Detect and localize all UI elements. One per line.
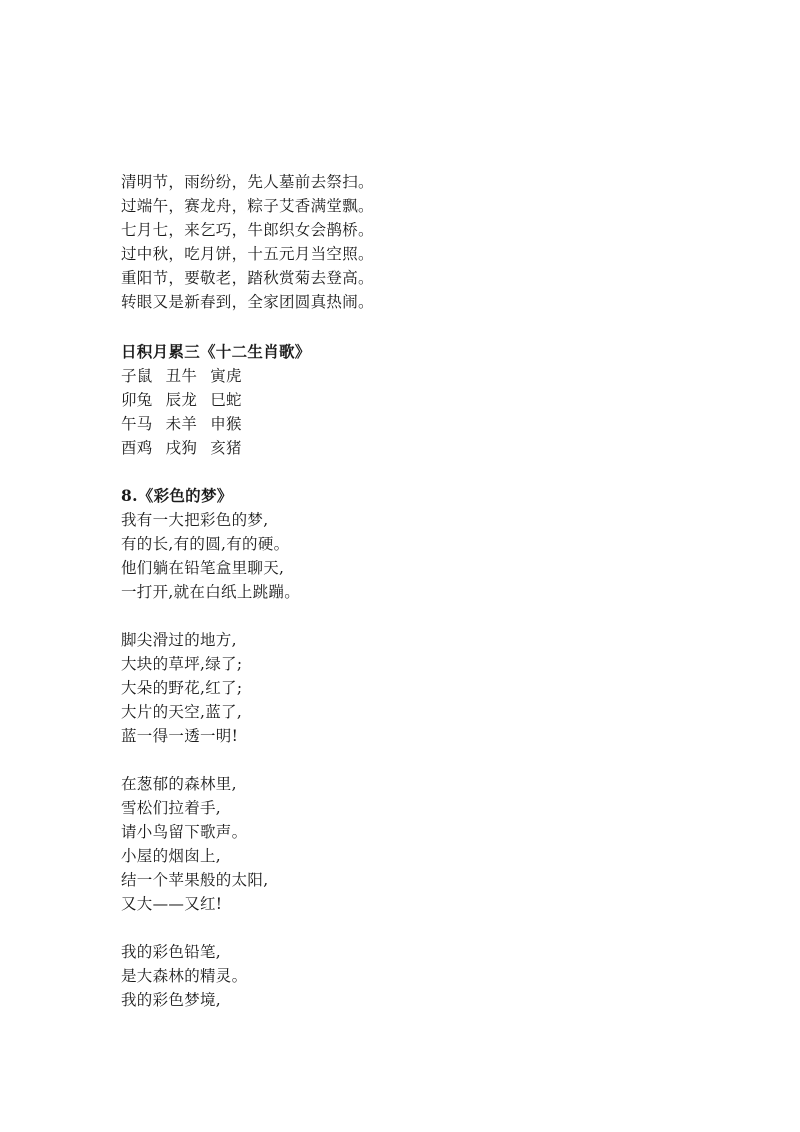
poem-line: 是大森林的精灵。 xyxy=(121,967,248,985)
zodiac-row xyxy=(121,412,421,436)
poem-colorful-dream xyxy=(121,484,421,1012)
zodiac-row xyxy=(121,388,421,412)
zodiac-item: 酉鸡 xyxy=(121,439,153,457)
verse-line: 重阳节，要敬老，踏秋赏菊去登高。 xyxy=(121,269,374,287)
poem-line: 请小鸟留下歌声。 xyxy=(121,823,248,841)
zodiac-item: 子鼠 xyxy=(121,367,153,385)
poem-line: 脚尖滑过的地方, xyxy=(121,631,237,649)
festival-verse xyxy=(121,170,421,314)
stanza-gap xyxy=(121,748,421,772)
poem-line: 大朵的野花,红了; xyxy=(121,679,243,697)
poem-line: 蓝一得一透一明! xyxy=(121,727,239,745)
zodiac-item: 巳蛇 xyxy=(210,391,242,409)
poem-line: 我的彩色铅笔, xyxy=(121,943,222,961)
zodiac-item: 未羊 xyxy=(165,415,198,433)
zodiac-item: 丑牛 xyxy=(165,367,198,385)
verse-line: 过端午，赛龙舟，粽子艾香满堂飘。 xyxy=(121,197,374,215)
zodiac-item: 申猴 xyxy=(210,415,242,433)
poem-line: 我有一大把彩色的梦, xyxy=(121,511,269,529)
stanza-gap xyxy=(121,604,421,628)
poem-line: 在葱郁的森林里, xyxy=(121,775,237,793)
zodiac-item: 辰龙 xyxy=(165,391,198,409)
verse-line: 转眼又是新春到，全家团圆真热闹。 xyxy=(121,293,374,311)
poem-line: 我的彩色梦境, xyxy=(121,991,222,1009)
verse-line: 清明节，雨纷纷，先人墓前去祭扫。 xyxy=(121,173,374,191)
poem-line: 雪松们拉着手, xyxy=(121,799,222,817)
poem-line: 一打开,就在白纸上跳蹦。 xyxy=(121,583,301,601)
zodiac-heading: 日积月累三《十二生肖歌》 xyxy=(121,342,311,361)
poem-line: 大片的天空,蓝了, xyxy=(121,703,243,721)
stanza-gap xyxy=(121,916,421,940)
poem-heading: 8.《彩色的梦》 xyxy=(121,486,233,505)
verse-line: 过中秋，吃月饼，十五元月当空照。 xyxy=(121,245,374,263)
poem-line: 结一个苹果般的太阳, xyxy=(121,871,269,889)
zodiac-item: 戌狗 xyxy=(165,439,198,457)
poem-line: 他们躺在铅笔盒里聊天, xyxy=(121,559,285,577)
zodiac-item: 寅虎 xyxy=(210,367,242,385)
poem-line: 又大——又红! xyxy=(121,895,223,913)
verse-line: 七月七，来乞巧，牛郎织女会鹊桥。 xyxy=(121,221,374,239)
poem-line: 小屋的烟囱上, xyxy=(121,847,222,865)
zodiac-row xyxy=(121,364,421,388)
zodiac-item: 午马 xyxy=(121,415,153,433)
zodiac-item: 亥猪 xyxy=(210,439,242,457)
poem-line: 有的长,有的圆,有的硬。 xyxy=(121,535,290,553)
zodiac-item: 卯兔 xyxy=(121,391,153,409)
zodiac-row xyxy=(121,436,421,460)
poem-line: 大块的草坪,绿了; xyxy=(121,655,243,673)
zodiac-song xyxy=(121,340,421,460)
